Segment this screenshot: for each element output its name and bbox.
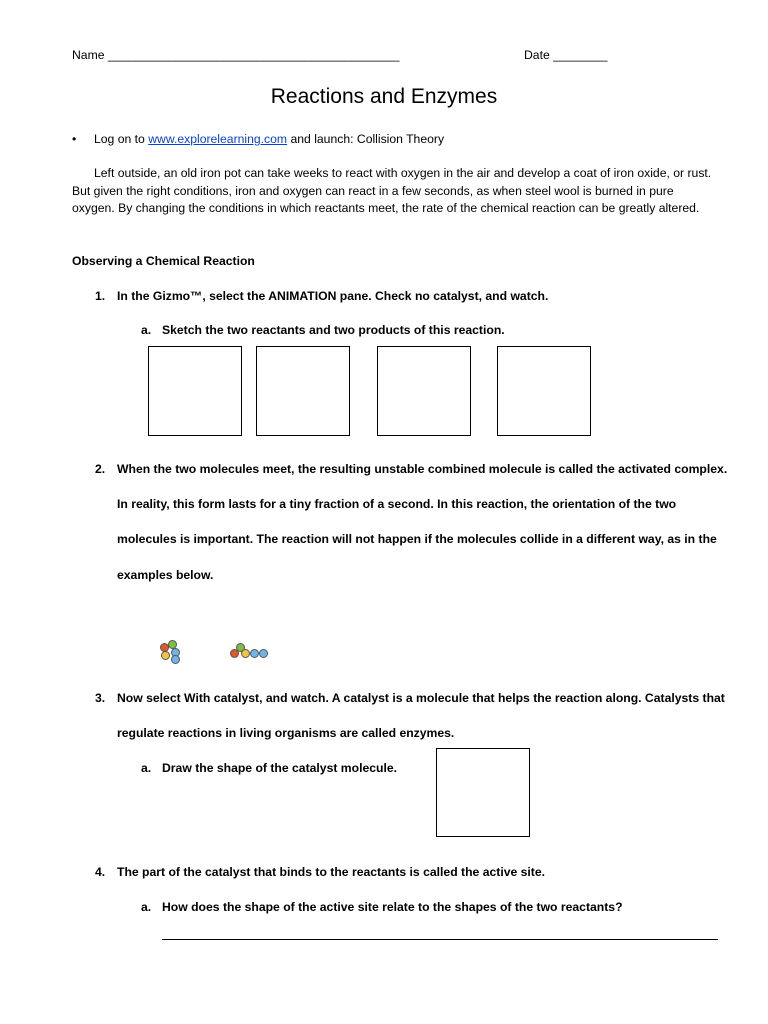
q1a-letter: a. [141, 323, 152, 337]
q2-line-3: molecules is important. The reaction will not happen if the molecules collide in a different way, as in the [117, 532, 717, 546]
reactant-1-sketch-box[interactable] [148, 346, 242, 436]
q3-number: 3. [95, 691, 106, 705]
q3a-letter: a. [141, 761, 152, 775]
date-field-label: Date ________ [524, 48, 608, 62]
intro-bullet [72, 132, 444, 146]
q4a-letter: a. [141, 900, 152, 914]
name-field-label: Name ___________________________________________ [72, 48, 400, 62]
q1-text: In the Gizmo™, select the ANIMATION pane. Check no catalyst, and watch. [117, 289, 549, 303]
bullet-prefix: Log on to [94, 132, 149, 146]
q4a-answer-line[interactable] [162, 939, 718, 940]
intro-paragraph: Left outside, an old iron pot can take weeks to react with oxygen in the air and develop a coat of iron oxide, or rust. But given the right conditions, iron and oxygen can react in a few seconds, as when steel wool is burned in pure oxygen. By changing the conditions in which reactants meet, the rate of the chemical reaction can be greatly altered. [72, 166, 712, 215]
molecule-example-2-image [230, 643, 274, 661]
q4a-text: How does the shape of the active site relate to the shapes of the two reactants? [162, 900, 623, 914]
product-2-sketch-box[interactable] [497, 346, 591, 436]
q4-text: The part of the catalyst that binds to the reactants is called the active site. [117, 865, 546, 879]
q3-line-1: Now select With catalyst, and watch. A catalyst is a molecule that helps the reaction along. Catalysts that [117, 691, 725, 705]
q2-line-1: When the two molecules meet, the resulting unstable combined molecule is called the activated complex. [117, 462, 728, 476]
q3a-text: Draw the shape of the catalyst molecule. [162, 761, 398, 775]
reactant-2-sketch-box[interactable] [256, 346, 350, 436]
molecule-example-1-image [158, 640, 186, 664]
bullet-suffix: and launch: Collision Theory [287, 132, 445, 146]
explorelearning-link[interactable]: www.explorelearning.com [148, 132, 288, 146]
section-heading: Observing a Chemical Reaction [72, 254, 255, 268]
q1a-text: Sketch the two reactants and two products of this reaction. [162, 323, 505, 337]
page-title: Reactions and Enzymes [270, 85, 498, 108]
product-1-sketch-box[interactable] [377, 346, 471, 436]
catalyst-sketch-box[interactable] [436, 748, 530, 837]
q2-number: 2. [95, 462, 106, 476]
q2-line-4: examples below. [117, 568, 214, 582]
q1-number: 1. [95, 289, 106, 303]
q2-line-2: In reality, this form lasts for a tiny fraction of a second. In this reaction, the orientation of the two [117, 497, 677, 511]
bullet-dot: • [72, 132, 77, 146]
q4-number: 4. [95, 865, 106, 879]
q3-line-2: regulate reactions in living organisms are called enzymes. [117, 726, 455, 740]
